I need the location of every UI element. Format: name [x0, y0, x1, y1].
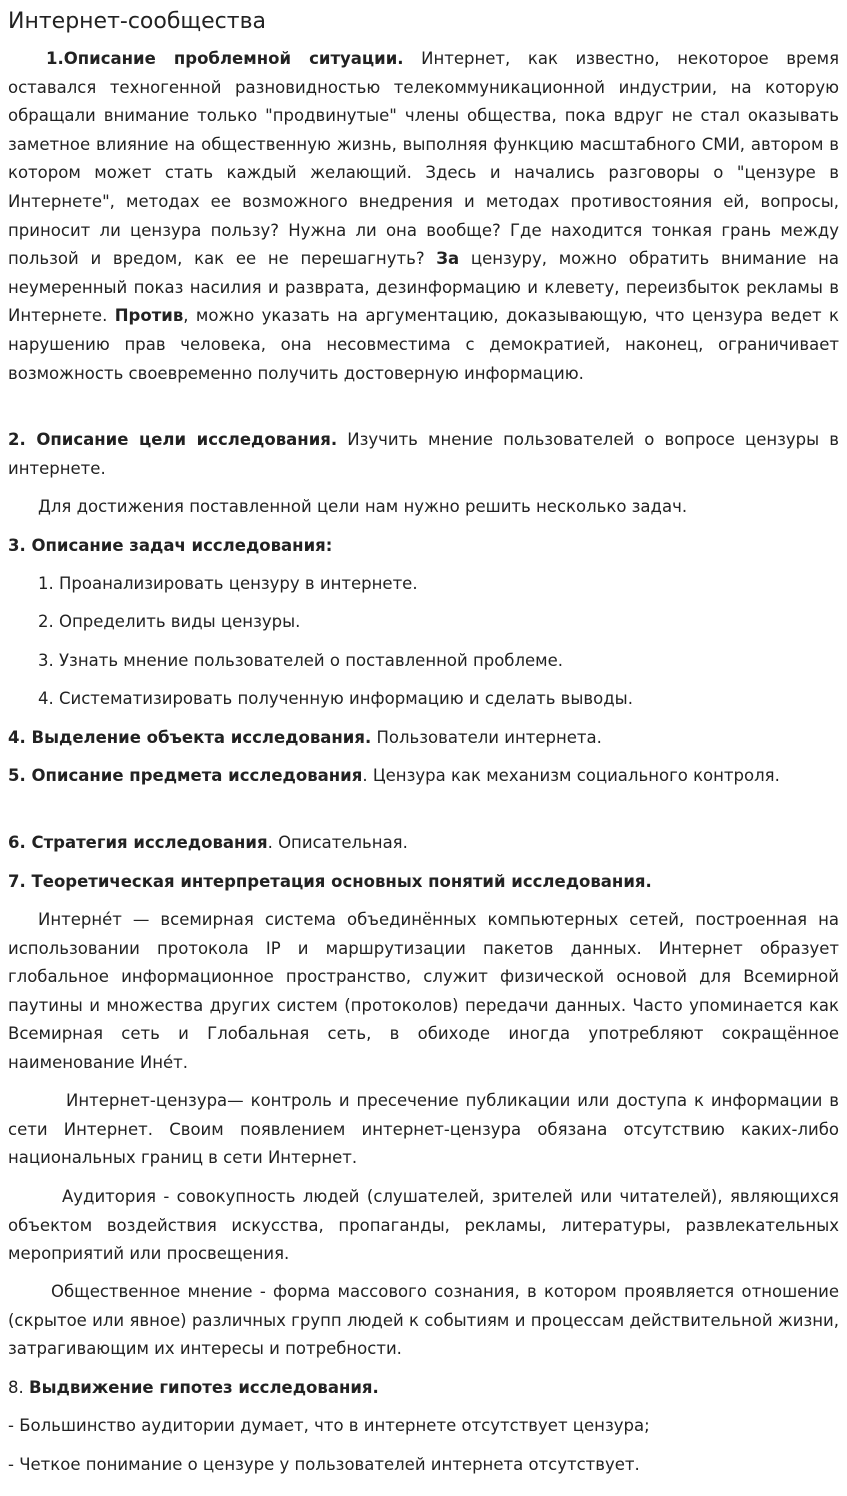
research-strategy-text: . Описательная.	[267, 833, 408, 852]
pro-text: цензуру, можно обратить внимание на неумеренный показ насилия и разврата, дезинформацию и клевету, переизбыток рекламы в Интернете.	[8, 249, 839, 326]
hypotheses-heading-text: Выдвижение гипотез исследования.	[29, 1378, 379, 1397]
research-tasks-heading	[8, 532, 839, 561]
definition-internet: Интерне́т — всемирная система объединённых компьютерных сетей, построенная на использовании протокола IP и маршрутизации пакетов данных. Интернет образует глобальное информационное пространство, служит физической основой для Всемирной паутины и множества других систем (протоколов) передачи данных. Часто упоминается как Всемирная сеть и Глобальная сеть, в обиходе иногда употребляют сокращённое наименование Ине́т.	[8, 910, 839, 1072]
task-item-1: 1. Проанализировать цензуру в интернете.	[38, 574, 418, 593]
contra-text: , можно указать на аргументацию, доказывающую, что цензура ведет к нарушению прав человека, она несовместима с демократией, наконец, ограничивает возможность своевременно получить достоверную информацию.	[8, 306, 839, 383]
research-goal-heading: 2. Описание цели исследования.	[8, 430, 338, 449]
problem-situation-text: Интернет, как известно, некоторое время оставался техногенной разновидностью телекоммуникационной индустрии, на которую обращали внимание только "продвинутые" члены общества, пока вдруг не стал оказывать заметное влияние на общественную жизнь, выполняя функцию масштабного СМИ, автором в котором может стать каждый желающий. Здесь и начались разговоры о "цензуре в Интернете", методах ее возможного внедрения и методах противостояния ей, вопросы, приносит ли цензура пользу? Нужна ли она вообще? Где находится тонкая грань между пользой и вредом, как ее не перешагнуть?	[8, 49, 840, 269]
pro-label: За	[436, 249, 460, 269]
theory-heading	[8, 868, 839, 897]
problem-situation-heading: 1.Описание проблемной ситуации.	[46, 49, 404, 68]
theory-heading-text: 7. Теоретическая интерпретация основных понятий исследования.	[8, 872, 652, 891]
research-object-heading: 4. Выделение объекта исследования.	[8, 728, 372, 747]
definition-internet-censorship: Интернет-цензура— контроль и пресечение публикации или доступа к информации в сети Интернет. Своим появлением интернет-цензура обязана отсутствию каких-либо национальных границ в сети Интернет.	[8, 1091, 839, 1168]
problem-situation-paragraph	[8, 45, 839, 388]
hypothesis-2: - Четкое понимание о цензуре у пользователей интернета отсутствует.	[8, 1455, 640, 1474]
research-strategy-heading: 6. Стратегия исследования	[8, 833, 268, 852]
task-item-4: 4. Систематизировать полученную информацию и сделать выводы.	[38, 689, 633, 708]
research-subject-heading: 5. Описание предмета исследования	[8, 766, 363, 785]
definition-public-opinion: Общественное мнение - форма массового сознания, в котором проявляется отношение (скрытое или явное) различных групп людей к событиям и процессам действительной жизни, затрагивающим их интересы и потребности.	[8, 1282, 839, 1359]
research-object-paragraph	[8, 724, 839, 753]
research-subject-text: . Цензура как механизм социального контроля.	[362, 766, 780, 785]
hypotheses-number: 8.	[8, 1378, 29, 1397]
page-title: Интернет-сообщества	[8, 9, 267, 34]
task-item-3: 3. Узнать мнение пользователей о поставленной проблеме.	[38, 651, 564, 670]
research-subject-paragraph	[8, 762, 839, 791]
research-goal-text: Изучить мнение пользователей о вопросе цензуры в интернете.	[8, 430, 839, 478]
contra-label: Против	[114, 306, 184, 326]
definition-audience: Аудитория - совокупность людей (слушателей, зрителей или читателей), являющихся объектом воздействия искусства, пропаганды, рекламы, литературы, развлекательных мероприятий или просвещения.	[8, 1187, 839, 1264]
research-tasks-heading-text: 3. Описание задач исследования:	[8, 536, 333, 555]
research-goal-paragraph	[8, 426, 839, 483]
hypotheses-heading	[8, 1374, 839, 1403]
tasks-intro-paragraph: Для достижения поставленной цели нам нужно решить несколько задач.	[38, 497, 688, 516]
research-object-text: Пользователи интернета.	[371, 728, 602, 747]
research-strategy-paragraph	[8, 829, 839, 858]
hypothesis-1: - Большинство аудитории думает, что в интернете отсутствует цензура;	[8, 1416, 650, 1435]
task-item-2: 2. Определить виды цензуры.	[38, 612, 301, 631]
